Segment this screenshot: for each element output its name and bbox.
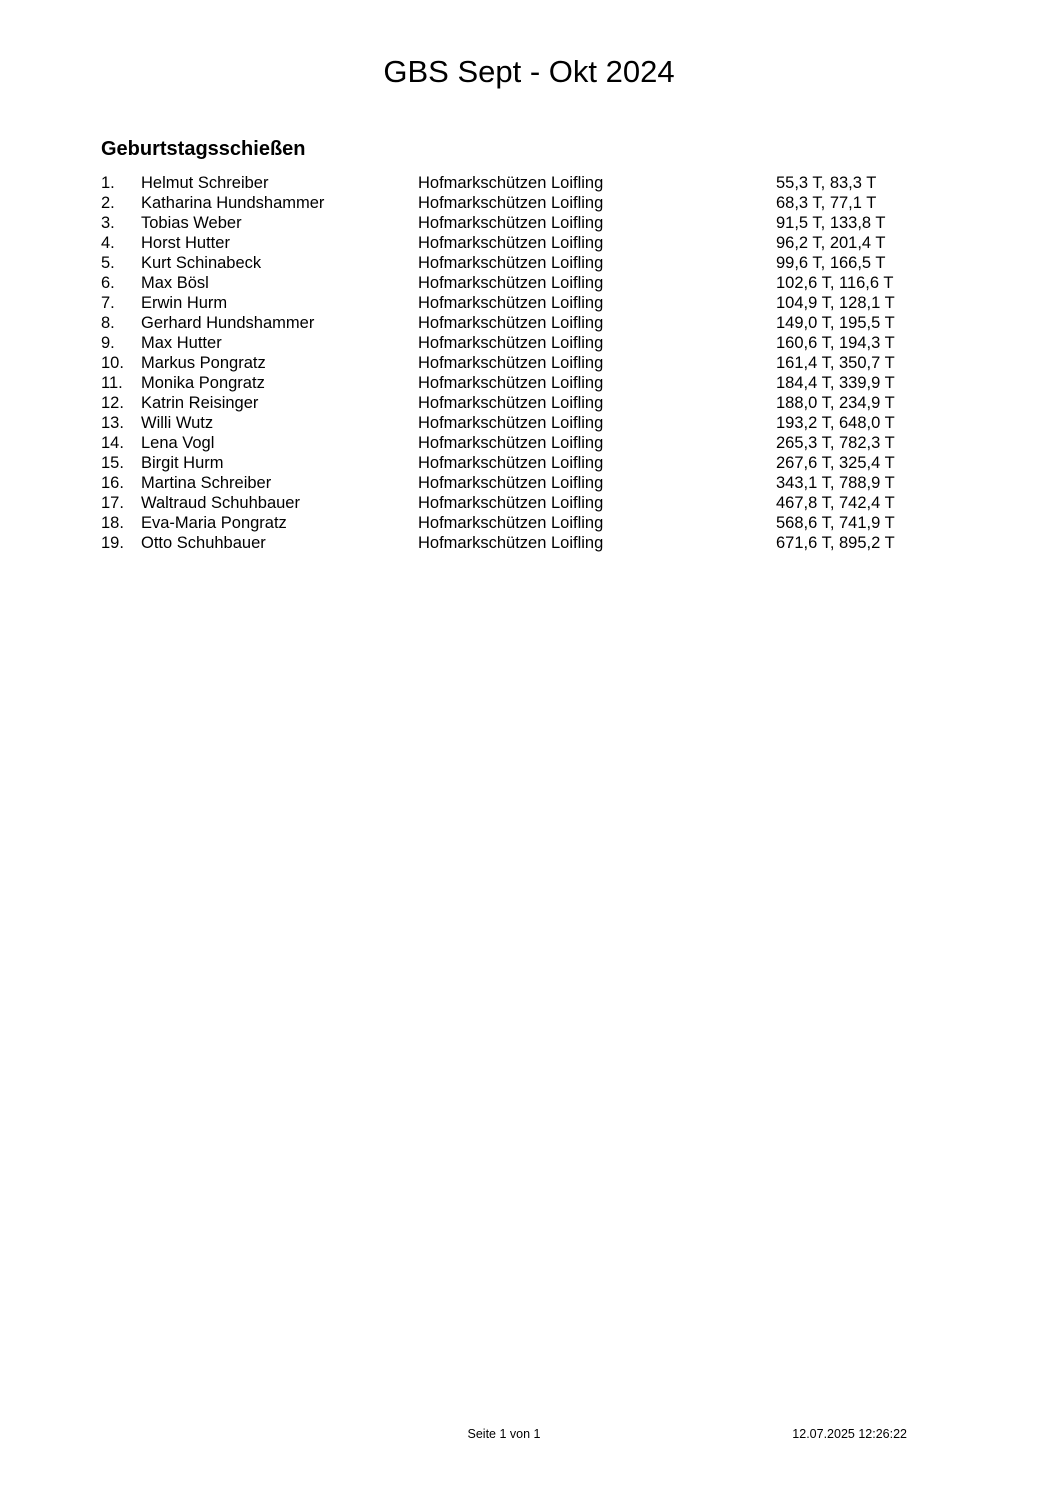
- result-rank: 2.: [101, 194, 115, 212]
- result-score: 99,6 T, 166,5 T: [776, 254, 886, 272]
- result-name: Gerhard Hundshammer: [141, 314, 315, 332]
- result-club: Hofmarkschützen Loifling: [418, 174, 604, 192]
- result-row: [0, 473, 1058, 493]
- result-club: Hofmarkschützen Loifling: [418, 354, 604, 372]
- result-name: Willi Wutz: [141, 414, 214, 432]
- result-rank: 7.: [101, 294, 115, 312]
- result-rank: 5.: [101, 254, 115, 272]
- section-title: Geburtstagsschießen: [101, 138, 306, 160]
- result-row: [0, 313, 1058, 333]
- result-row: [0, 453, 1058, 473]
- result-name: Kurt Schinabeck: [141, 254, 262, 272]
- result-club: Hofmarkschützen Loifling: [418, 434, 604, 452]
- result-rank: 15.: [101, 454, 124, 472]
- result-row: [0, 353, 1058, 373]
- result-name: Markus Pongratz: [141, 354, 266, 372]
- result-name: Waltraud Schuhbauer: [141, 494, 300, 512]
- result-rank: 10.: [101, 354, 124, 372]
- result-name: Martina Schreiber: [141, 474, 272, 492]
- result-row: [0, 233, 1058, 253]
- result-club: Hofmarkschützen Loifling: [418, 414, 604, 432]
- result-rank: 14.: [101, 434, 124, 452]
- footer-timestamp: 12.07.2025 12:26:22: [792, 1427, 907, 1441]
- result-name: Max Bösl: [141, 274, 209, 292]
- results-list: [0, 173, 1058, 553]
- result-row: [0, 533, 1058, 553]
- result-score: 568,6 T, 741,9 T: [776, 514, 895, 532]
- result-row: [0, 333, 1058, 353]
- result-club: Hofmarkschützen Loifling: [418, 294, 604, 312]
- result-club: Hofmarkschützen Loifling: [418, 454, 604, 472]
- result-row: [0, 213, 1058, 233]
- result-rank: 11.: [101, 374, 123, 392]
- result-club: Hofmarkschützen Loifling: [418, 494, 604, 512]
- result-score: 184,4 T, 339,9 T: [776, 374, 895, 392]
- result-rank: 17.: [101, 494, 124, 512]
- result-score: 104,9 T, 128,1 T: [776, 294, 895, 312]
- result-name: Erwin Hurm: [141, 294, 228, 312]
- result-rank: 16.: [101, 474, 124, 492]
- result-row: [0, 273, 1058, 293]
- result-row: [0, 293, 1058, 313]
- result-club: Hofmarkschützen Loifling: [418, 234, 604, 252]
- result-score: 188,0 T, 234,9 T: [776, 394, 895, 412]
- result-score: 91,5 T, 133,8 T: [776, 214, 886, 232]
- result-name: Lena Vogl: [141, 434, 215, 452]
- result-rank: 4.: [101, 234, 115, 252]
- result-name: Eva-Maria Pongratz: [141, 514, 287, 532]
- result-score: 265,3 T, 782,3 T: [776, 434, 895, 452]
- result-rank: 19.: [101, 534, 124, 552]
- result-rank: 9.: [101, 334, 115, 352]
- result-score: 467,8 T, 742,4 T: [776, 494, 895, 512]
- result-rank: 6.: [101, 274, 115, 292]
- result-name: Max Hutter: [141, 334, 222, 352]
- result-row: [0, 413, 1058, 433]
- result-rank: 18.: [101, 514, 124, 532]
- result-row: [0, 373, 1058, 393]
- result-score: 55,3 T, 83,3 T: [776, 174, 877, 192]
- result-score: 671,6 T, 895,2 T: [776, 534, 895, 552]
- result-score: 193,2 T, 648,0 T: [776, 414, 895, 432]
- result-row: [0, 253, 1058, 273]
- result-club: Hofmarkschützen Loifling: [418, 534, 604, 552]
- result-club: Hofmarkschützen Loifling: [418, 254, 604, 272]
- result-score: 68,3 T, 77,1 T: [776, 194, 877, 212]
- result-club: Hofmarkschützen Loifling: [418, 374, 604, 392]
- footer-page-number: Seite 1 von 1: [467, 1427, 541, 1441]
- result-club: Hofmarkschützen Loifling: [418, 214, 604, 232]
- result-club: Hofmarkschützen Loifling: [418, 334, 604, 352]
- result-club: Hofmarkschützen Loifling: [418, 394, 604, 412]
- result-score: 102,6 T, 116,6 T: [776, 274, 894, 292]
- result-row: [0, 173, 1058, 193]
- result-club: Hofmarkschützen Loifling: [418, 194, 604, 212]
- result-rank: 1.: [101, 174, 115, 192]
- result-row: [0, 433, 1058, 453]
- result-name: Katrin Reisinger: [141, 394, 259, 412]
- result-row: [0, 513, 1058, 533]
- result-name: Katharina Hundshammer: [141, 194, 325, 212]
- result-row: [0, 193, 1058, 213]
- result-club: Hofmarkschützen Loifling: [418, 474, 604, 492]
- result-name: Helmut Schreiber: [141, 174, 269, 192]
- result-row: [0, 493, 1058, 513]
- result-row: [0, 393, 1058, 413]
- result-score: 161,4 T, 350,7 T: [776, 354, 895, 372]
- result-score: 160,6 T, 194,3 T: [776, 334, 895, 352]
- result-score: 267,6 T, 325,4 T: [776, 454, 895, 472]
- result-rank: 13.: [101, 414, 124, 432]
- result-score: 343,1 T, 788,9 T: [776, 474, 895, 492]
- result-club: Hofmarkschützen Loifling: [418, 274, 604, 292]
- result-rank: 3.: [101, 214, 115, 232]
- result-score: 149,0 T, 195,5 T: [776, 314, 895, 332]
- result-rank: 8.: [101, 314, 115, 332]
- result-rank: 12.: [101, 394, 124, 412]
- result-club: Hofmarkschützen Loifling: [418, 514, 604, 532]
- result-name: Otto Schuhbauer: [141, 534, 266, 552]
- result-name: Tobias Weber: [141, 214, 242, 232]
- result-name: Birgit Hurm: [141, 454, 224, 472]
- result-name: Monika Pongratz: [141, 374, 265, 392]
- page-title: GBS Sept - Okt 2024: [383, 54, 675, 89]
- result-score: 96,2 T, 201,4 T: [776, 234, 886, 252]
- result-name: Horst Hutter: [141, 234, 230, 252]
- result-club: Hofmarkschützen Loifling: [418, 314, 604, 332]
